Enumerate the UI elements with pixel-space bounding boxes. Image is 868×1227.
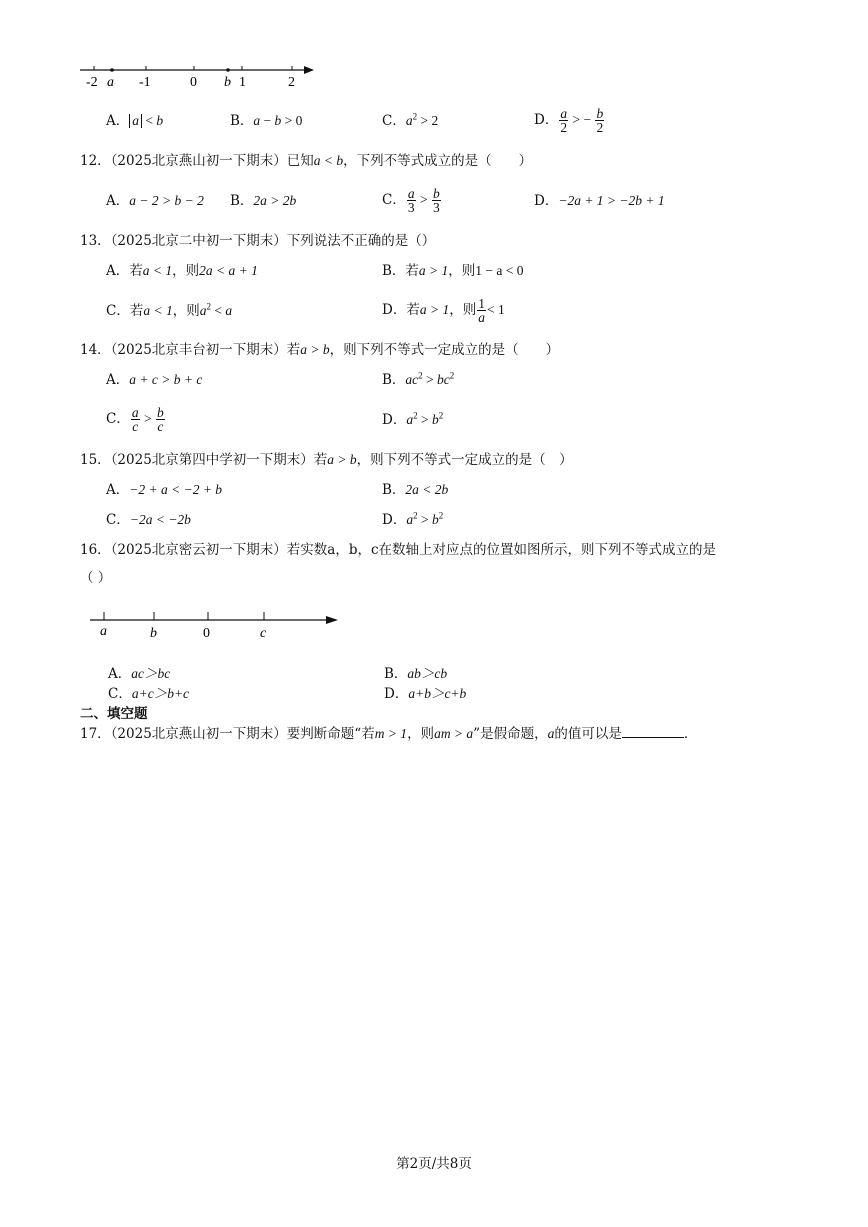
q11-option-c[interactable]: C．$a^2 > 2$ xyxy=(382,111,439,129)
answer-blank[interactable] xyxy=(622,725,684,738)
page-number: 第2页/共8页 xyxy=(396,1156,472,1172)
point-label-a: a xyxy=(100,624,107,639)
q14-option-c[interactable]: C． $\frac{a}{c}$ > $\frac{b}{c}$ xyxy=(106,405,164,434)
q15-option-a[interactable]: A．−2 + a < −2 + b xyxy=(106,482,223,498)
q17-stem: 17．（2025北京燕山初一下期末）要判断命题“若m > 1，则am > a”是假命题，a的值可以是 ． xyxy=(80,726,698,742)
q16-option-a[interactable]: A．ac＞bc xyxy=(108,666,171,682)
q16-stem-paren: （ ） xyxy=(80,570,112,586)
q14-option-b[interactable]: B．$ac^2 > bc^2$ xyxy=(382,370,455,388)
section-heading: 二、填空题 xyxy=(80,706,148,722)
tick-label: -1 xyxy=(139,75,151,90)
tick-label: 1 xyxy=(239,75,246,90)
number-line-top xyxy=(76,60,326,92)
q12-stem: 12．（2025北京燕山初一下期末）已知a < b，下列不等式成立的是（ ） xyxy=(80,153,533,169)
q12-option-b[interactable]: B．2a > 2b xyxy=(230,193,297,209)
point-label-b: b xyxy=(224,75,231,90)
q13-option-d[interactable]: D．若a > 1，则 $\frac{1}{a}$ < 1 xyxy=(382,296,505,325)
q15-option-c[interactable]: C．−2a < −2b xyxy=(106,512,191,528)
q11-option-a[interactable]: A． a < b xyxy=(106,113,164,129)
q13-stem: 13．（2025北京二中初一下期末）下列说法不正确的是（） xyxy=(80,233,436,249)
point-label-c: c xyxy=(260,626,267,640)
q14-option-d[interactable]: D．$a^2 > b^2$ xyxy=(382,410,444,428)
q16-option-c[interactable]: C．a+c＞b+c xyxy=(108,686,190,702)
q15-option-b[interactable]: B．2a < 2b xyxy=(382,482,449,498)
q16-stem: 16．（2025北京密云初一下期末）若实数a，b，c在数轴上对应点的位置如图所示，则下列不等式成立的是 xyxy=(80,542,717,558)
point-label-a: a xyxy=(107,75,114,90)
q13-option-b[interactable]: B．若a > 1，则1 − a < 0 xyxy=(382,263,524,279)
point-label-b: b xyxy=(150,626,157,640)
q14-stem: 14．（2025北京丰台初一下期末）若a > b，则下列不等式一定成立的是（ ） xyxy=(80,342,560,358)
q14-option-a[interactable]: A．a + c > b + c xyxy=(106,372,203,388)
q11-option-b[interactable]: B．a − b > 0 xyxy=(230,113,303,129)
q13-option-a[interactable]: A．若a < 1，则2a < a + 1 xyxy=(106,263,258,279)
q11-option-d[interactable]: D． $\frac{a}{2}$ > − $\frac{b}{2}$ xyxy=(534,106,604,135)
q12-option-d[interactable]: D．−2a + 1 > −2b + 1 xyxy=(534,193,665,209)
q15-stem: 15．（2025北京第四中学初一下期末）若a > b，则下列不等式一定成立的是（ ） xyxy=(80,452,573,468)
tick-label-zero: 0 xyxy=(203,626,210,640)
q16-option-d[interactable]: D．a+b＞c+b xyxy=(384,686,467,702)
q12-option-c[interactable]: C． $\frac{a}{3}$ > $\frac{b}{3}$ xyxy=(382,186,440,215)
q12-option-a[interactable]: A．a − 2 > b − 2 xyxy=(106,193,204,209)
q16-option-b[interactable]: B．ab＞cb xyxy=(384,666,448,682)
tick-label: 0 xyxy=(190,75,197,90)
q13-option-c[interactable]: C．若a < 1，则$a^2 < a$ xyxy=(106,301,233,319)
tick-label: -2 xyxy=(86,75,98,90)
tick-label: 2 xyxy=(288,75,295,90)
number-line-q16 xyxy=(86,604,346,640)
q15-option-d[interactable]: D．$a^2 > b^2$ xyxy=(382,510,444,528)
